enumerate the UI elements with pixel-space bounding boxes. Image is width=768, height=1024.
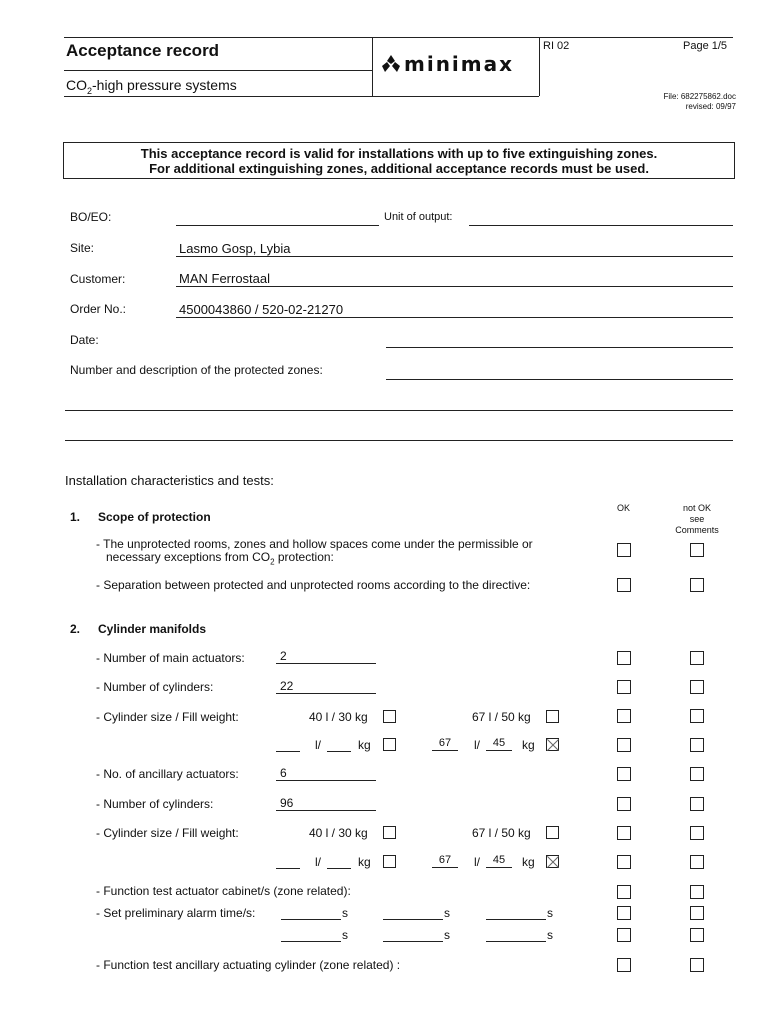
- custom-1-blank-l-unit: l/: [315, 738, 321, 752]
- custom-1-l-unit: l/: [474, 738, 480, 752]
- alarm-time-2-unit: s: [444, 906, 450, 920]
- s1-item2-not-ok-checkbox[interactable]: [690, 578, 704, 592]
- alarm-time-row1-not-ok-checkbox[interactable]: [690, 906, 704, 920]
- protected-zones-line-2[interactable]: [65, 410, 733, 411]
- main-actuators-field[interactable]: 2: [276, 650, 376, 664]
- header-top-rule: [64, 37, 733, 38]
- ancillary-function-test-not-ok-checkbox[interactable]: [690, 958, 704, 972]
- custom-1-l-field[interactable]: 67: [432, 737, 458, 751]
- s1-item1-not-ok-checkbox[interactable]: [690, 543, 704, 557]
- not-ok-column-header: not OK see Comments: [675, 503, 719, 535]
- order-number-field[interactable]: 4500043860 / 520-02-21270: [176, 303, 733, 318]
- protected-zones-line-3[interactable]: [65, 440, 733, 441]
- section-2-title: Cylinder manifolds: [98, 622, 207, 636]
- alarm-time-2-field[interactable]: [383, 919, 443, 920]
- main-actuators-ok-checkbox[interactable]: [617, 651, 631, 665]
- size-2-option-67-checkbox[interactable]: [546, 826, 559, 839]
- protected-zones-line-1[interactable]: [386, 379, 733, 380]
- ok-column-header: OK: [617, 503, 631, 513]
- custom-2-blank-l-unit: l/: [315, 855, 321, 869]
- custom-2-l-field[interactable]: 67: [432, 854, 458, 868]
- alarm-time-5-field[interactable]: [383, 941, 443, 942]
- cylinders-1-label: - Number of cylinders:: [96, 680, 214, 694]
- cylinder-size-2-ok-checkbox[interactable]: [617, 826, 631, 840]
- header-title-rule: [64, 70, 372, 71]
- size-1-option-40-checkbox[interactable]: [383, 710, 396, 723]
- cylinder-size-1-not-ok-checkbox[interactable]: [690, 709, 704, 723]
- alarm-time-3-field[interactable]: [486, 919, 546, 920]
- size-1-option-67-label: 67 l / 50 kg: [472, 710, 531, 724]
- header-bottom-rule: [64, 96, 539, 97]
- order-number-label: Order No.:: [70, 302, 127, 316]
- notice-line-1: This acceptance record is valid for installations with up to five extinguishing zones.: [140, 146, 658, 161]
- minimax-logo: [380, 54, 402, 77]
- alarm-time-row2-not-ok-checkbox[interactable]: [690, 928, 704, 942]
- site-field[interactable]: Lasmo Gosp, Lybia: [176, 242, 733, 257]
- function-test-cabinet-not-ok-checkbox[interactable]: [690, 885, 704, 899]
- custom-2-ok-checkbox[interactable]: [617, 855, 631, 869]
- alarm-time-row2-ok-checkbox[interactable]: [617, 928, 631, 942]
- cylinders-2-label: - Number of cylinders:: [96, 797, 214, 811]
- custom-2-blank-kg-unit: kg: [358, 855, 371, 869]
- date-field[interactable]: [386, 334, 733, 348]
- section-1-item-2: - Separation between protected and unprotected rooms according to the directive:: [96, 578, 531, 592]
- custom-2-checkbox[interactable]: [546, 855, 559, 868]
- custom-2-blank-kg-field[interactable]: [327, 868, 351, 869]
- custom-1-checkbox[interactable]: [546, 738, 559, 751]
- notice-box: [63, 142, 735, 179]
- size-2-option-40-label: 40 l / 30 kg: [309, 826, 368, 840]
- custom-1-blank-kg-field[interactable]: [327, 751, 351, 752]
- protected-zones-label: Number and description of the protected zones:: [70, 363, 323, 377]
- size-2-option-40-checkbox[interactable]: [383, 826, 396, 839]
- cylinders-2-ok-checkbox[interactable]: [617, 797, 631, 811]
- main-actuators-label: - Number of main actuators:: [96, 651, 245, 665]
- ancillary-function-test-ok-checkbox[interactable]: [617, 958, 631, 972]
- cylinder-size-2-label: - Cylinder size / Fill weight:: [96, 826, 239, 840]
- bo-eo-label: BO/EO:: [70, 210, 112, 224]
- custom-2-not-ok-checkbox[interactable]: [690, 855, 704, 869]
- ancillary-function-test-label: - Function test ancillary actuating cylinder (zone related) :: [96, 958, 401, 972]
- custom-1-not-ok-checkbox[interactable]: [690, 738, 704, 752]
- ancillary-actuators-label: - No. of ancillary actuators:: [96, 767, 239, 781]
- alarm-time-5-unit: s: [444, 928, 450, 942]
- cylinders-1-not-ok-checkbox[interactable]: [690, 680, 704, 694]
- bo-eo-field[interactable]: [176, 212, 379, 226]
- doc-code: RI 02: [543, 40, 570, 52]
- cylinders-1-ok-checkbox[interactable]: [617, 680, 631, 694]
- alarm-time-6-unit: s: [547, 928, 553, 942]
- custom-2-kg-field[interactable]: 45: [486, 854, 512, 868]
- custom-2-blank-l-field[interactable]: [276, 868, 300, 869]
- cylinders-1-field[interactable]: 22: [276, 680, 376, 694]
- notice-line-2: For additional extinguishing zones, additional acceptance records must be used.: [149, 161, 649, 176]
- size-1-option-40-label: 40 l / 30 kg: [309, 710, 368, 724]
- custom-1-blank-l-field[interactable]: [276, 751, 300, 752]
- section-1-number: 1.: [70, 510, 81, 524]
- site-label: Site:: [70, 241, 95, 255]
- cylinders-2-not-ok-checkbox[interactable]: [690, 797, 704, 811]
- s1-item2-ok-checkbox[interactable]: [617, 578, 631, 592]
- custom-1-blank-checkbox[interactable]: [383, 738, 396, 751]
- alarm-time-row1-ok-checkbox[interactable]: [617, 906, 631, 920]
- header-divider-right: [539, 37, 540, 96]
- file-name: File: 682275862.doc: [663, 92, 736, 101]
- revised-date: revised: 09/97: [685, 102, 736, 111]
- customer-label: Customer:: [70, 272, 126, 286]
- cylinders-2-field[interactable]: 96: [276, 797, 376, 811]
- ancillary-actuators-ok-checkbox[interactable]: [617, 767, 631, 781]
- ancillary-actuators-not-ok-checkbox[interactable]: [690, 767, 704, 781]
- unit-of-output-field[interactable]: [469, 212, 733, 226]
- main-actuators-not-ok-checkbox[interactable]: [690, 651, 704, 665]
- cylinder-size-2-not-ok-checkbox[interactable]: [690, 826, 704, 840]
- custom-1-kg-unit: kg: [522, 738, 535, 752]
- customer-field[interactable]: MAN Ferrostaal: [176, 272, 733, 287]
- minimax-logo-text: minimax: [404, 52, 515, 76]
- custom-1-kg-field[interactable]: 45: [486, 737, 512, 751]
- custom-2-kg-unit: kg: [522, 855, 535, 869]
- alarm-time-1-field[interactable]: [281, 919, 341, 920]
- alarm-time-4-unit: s: [342, 928, 348, 942]
- cylinder-size-1-label: - Cylinder size / Fill weight:: [96, 710, 239, 724]
- tests-heading: Installation characteristics and tests:: [65, 473, 274, 488]
- function-test-cabinet-ok-checkbox[interactable]: [617, 885, 631, 899]
- unit-of-output-label: Unit of output:: [384, 211, 453, 223]
- page-number: Page 1/5: [683, 40, 728, 52]
- section-1-title: Scope of protection: [98, 510, 211, 524]
- custom-2-l-unit: l/: [474, 855, 480, 869]
- alarm-time-6-field[interactable]: [486, 941, 546, 942]
- page-title: Acceptance record: [66, 41, 220, 60]
- s1-item1-ok-checkbox[interactable]: [617, 543, 631, 557]
- size-2-option-67-label: 67 l / 50 kg: [472, 826, 531, 840]
- size-1-option-67-checkbox[interactable]: [546, 710, 559, 723]
- alarm-time-label: - Set preliminary alarm time/s:: [96, 906, 256, 920]
- section-1-item-1-line-2: necessary exceptions from $CO_2$ protection:: [106, 550, 334, 567]
- ancillary-actuators-field[interactable]: 6: [276, 767, 376, 781]
- cylinder-size-1-ok-checkbox[interactable]: [617, 709, 631, 723]
- logo-mark-icon: [380, 54, 402, 74]
- function-test-cabinet-label: - Function test actuator cabinet/s (zone related):: [96, 884, 351, 898]
- date-label: Date:: [70, 333, 99, 347]
- alarm-time-4-field[interactable]: [281, 941, 341, 942]
- section-1-item-1-line-1: - The unprotected rooms, zones and hollow spaces come under the permissible or: [96, 537, 533, 551]
- custom-1-blank-kg-unit: kg: [358, 738, 371, 752]
- custom-2-blank-checkbox[interactable]: [383, 855, 396, 868]
- alarm-time-3-unit: s: [547, 906, 553, 920]
- page-subtitle: $CO_2$-high pressure systems: [66, 77, 237, 96]
- custom-1-ok-checkbox[interactable]: [617, 738, 631, 752]
- alarm-time-1-unit: s: [342, 906, 348, 920]
- section-2-number: 2.: [70, 622, 81, 636]
- header-divider-left: [372, 37, 373, 96]
